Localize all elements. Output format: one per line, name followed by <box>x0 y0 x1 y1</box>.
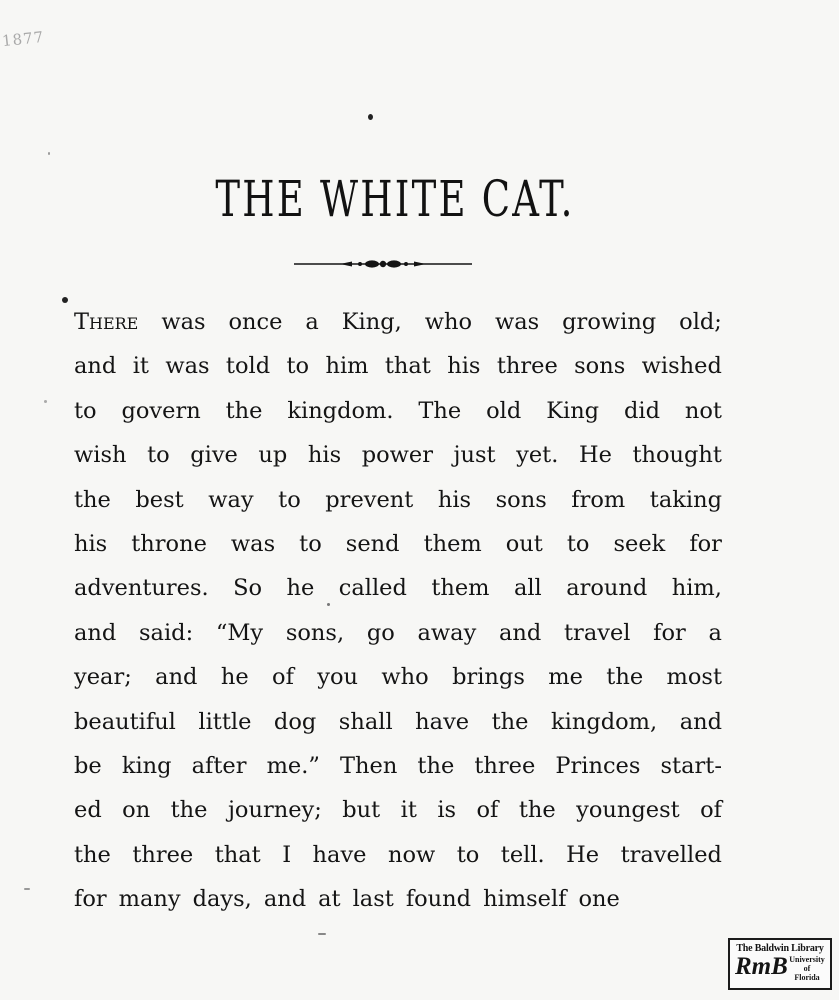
text-word: and <box>74 353 117 380</box>
text-word: power <box>361 442 433 469</box>
text-word: and <box>155 664 198 691</box>
text-word: “My <box>215 619 264 646</box>
text-word: sons <box>574 353 626 380</box>
text-word: at <box>318 886 341 913</box>
text-word: was <box>161 309 206 335</box>
text-word: who <box>424 309 473 335</box>
text-line <box>74 389 722 433</box>
text-word: called <box>338 575 407 602</box>
text-word: to <box>278 486 301 513</box>
chapter-title: THE WHITE CAT. <box>215 170 575 228</box>
library-stamp <box>728 938 832 990</box>
text-line <box>74 655 722 699</box>
ink-speck <box>318 933 326 935</box>
text-word: old <box>486 397 522 424</box>
text-word: all <box>513 575 542 602</box>
ink-speck <box>368 114 373 120</box>
text-word: that <box>384 353 431 380</box>
text-line <box>74 877 722 921</box>
text-word: travel <box>564 619 631 646</box>
text-word: his <box>307 442 342 469</box>
text-word: the <box>417 752 455 779</box>
text-word: not <box>684 397 722 424</box>
text-line <box>74 788 722 832</box>
text-word: found <box>405 886 472 913</box>
text-word: shall <box>338 708 393 735</box>
text-word: be <box>74 752 102 779</box>
text-line <box>74 833 722 877</box>
text-word: me <box>548 664 583 691</box>
text-line <box>74 744 722 788</box>
text-word: he <box>220 664 249 691</box>
text-word: it <box>400 797 417 824</box>
text-word: for <box>689 530 722 557</box>
text-word: wish <box>74 442 127 469</box>
text-word: way <box>208 486 254 513</box>
text-word: and <box>679 708 722 735</box>
text-word: them <box>423 530 482 557</box>
text-word: send <box>345 530 400 557</box>
ink-speck <box>24 888 30 890</box>
text-word: give <box>190 442 238 469</box>
text-word: a <box>708 619 722 646</box>
text-word: The <box>418 397 462 424</box>
text-word: the <box>491 708 529 735</box>
text-word: around <box>566 575 648 602</box>
text-word: little <box>198 708 252 735</box>
text-line <box>74 522 722 566</box>
corner-pencil-mark: 1877 <box>1 27 46 51</box>
text-word: his <box>437 486 472 513</box>
text-word: thought <box>632 442 722 469</box>
text-word: prevent <box>325 486 414 513</box>
title-ornament-rule <box>294 256 472 272</box>
text-word: did <box>623 397 660 424</box>
text-word: the <box>606 664 644 691</box>
text-word: best <box>135 486 184 513</box>
text-word: days, <box>192 886 252 913</box>
text-word: kingdom. <box>287 397 394 424</box>
text-word: sons, <box>285 619 345 646</box>
stamp-university-line: of <box>803 964 811 973</box>
text-word: of <box>700 797 722 824</box>
text-word: his <box>447 353 481 380</box>
text-word: who <box>381 664 429 691</box>
text-word: three <box>496 353 558 380</box>
text-word: go <box>366 619 395 646</box>
text-word: govern <box>121 397 201 424</box>
text-word: was <box>165 353 210 380</box>
text-word: out <box>505 530 543 557</box>
text-word: have <box>415 708 470 735</box>
text-word: to <box>456 841 480 868</box>
text-word: to <box>299 530 322 557</box>
text-word: king <box>121 752 172 779</box>
text-word: is <box>437 797 457 824</box>
stamp-monogram: RmB <box>735 953 788 980</box>
text-word: journey; <box>227 797 322 824</box>
text-word: on <box>122 797 151 824</box>
text-word: adventures. <box>74 575 209 602</box>
text-word: said: <box>139 619 194 646</box>
text-word: beautiful <box>74 708 176 735</box>
text-word: brings <box>452 664 525 691</box>
text-word: kingdom, <box>551 708 658 735</box>
text-word: King <box>546 397 600 424</box>
text-word: just <box>453 442 496 469</box>
text-line <box>74 566 722 610</box>
text-word: youngest <box>576 797 680 824</box>
text-word: three <box>132 841 194 868</box>
text-word: but <box>342 797 381 824</box>
text-word: now <box>387 841 436 868</box>
text-line <box>74 300 722 344</box>
text-line <box>74 700 722 744</box>
text-word: tell. <box>500 841 545 868</box>
text-word: He <box>566 841 600 868</box>
lead-word: There <box>74 309 139 335</box>
text-word: to <box>566 530 590 557</box>
text-word: to <box>286 353 310 380</box>
text-word: him, <box>671 575 722 602</box>
text-word: of <box>272 664 294 691</box>
text-word: King, <box>341 309 402 335</box>
text-line <box>74 611 722 655</box>
ink-speck <box>48 152 50 155</box>
text-word: he <box>286 575 315 602</box>
text-word: wished <box>641 353 722 380</box>
text-word: them <box>431 575 490 602</box>
text-line <box>74 478 722 522</box>
text-word: Then <box>340 752 398 779</box>
text-word: growing <box>562 309 657 335</box>
text-word: and <box>74 619 117 646</box>
text-word: and <box>499 619 542 646</box>
text-word: last <box>352 886 394 913</box>
text-word: many <box>118 886 181 913</box>
text-word: I <box>282 841 292 868</box>
text-word: the <box>74 486 111 513</box>
text-word: me.” <box>266 752 320 779</box>
text-word: He <box>578 442 612 469</box>
text-word: away <box>417 619 477 646</box>
text-word: from <box>571 486 626 513</box>
text-word: seek <box>613 530 666 557</box>
text-word: three <box>474 752 536 779</box>
text-word: to <box>147 442 170 469</box>
text-word: a <box>305 309 319 335</box>
text-word: after <box>191 752 247 779</box>
text-word: travelled <box>620 841 722 868</box>
ink-speck <box>44 400 47 403</box>
stamp-university-line: Florida <box>794 973 820 982</box>
text-word: old; <box>679 309 722 335</box>
text-word: for <box>74 886 107 913</box>
text-word: of <box>476 797 499 824</box>
text-word: ed <box>74 797 102 824</box>
stamp-university-line: University <box>789 955 825 964</box>
text-word: that <box>214 841 261 868</box>
text-word <box>74 300 138 344</box>
text-word: was <box>494 309 540 335</box>
text-word: throne <box>131 530 207 557</box>
text-word: once <box>228 309 283 335</box>
text-word: dog <box>273 708 317 735</box>
text-word: you <box>317 664 359 691</box>
text-word: it <box>132 353 149 380</box>
text-word: yet. <box>516 442 559 469</box>
text-word: Princes <box>555 752 641 779</box>
text-word: for <box>653 619 686 646</box>
text-word: most <box>666 664 722 691</box>
text-word: the <box>518 797 556 824</box>
story-paragraph <box>74 300 722 921</box>
text-line <box>74 433 722 477</box>
text-word: So <box>233 575 263 602</box>
text-word: year; <box>74 664 132 691</box>
text-word: the <box>225 397 263 424</box>
text-word: to <box>74 397 97 424</box>
text-line <box>74 344 722 388</box>
text-word: the <box>74 841 111 868</box>
ink-speck <box>62 297 68 303</box>
text-word: start- <box>660 752 722 779</box>
text-word: himself <box>483 886 567 913</box>
text-word: sons <box>495 486 547 513</box>
text-word: and <box>263 886 307 913</box>
text-word: up <box>258 442 288 469</box>
text-word: told <box>225 353 271 380</box>
stamp-university <box>787 955 827 982</box>
text-word: was <box>230 530 276 557</box>
text-word: one <box>578 886 620 913</box>
text-word: him <box>325 353 369 380</box>
text-word: have <box>312 841 367 868</box>
text-word: the <box>170 797 208 824</box>
stamp-library-name: The Baldwin Library <box>736 943 824 954</box>
text-word: his <box>74 530 108 557</box>
text-word: taking <box>649 486 722 513</box>
